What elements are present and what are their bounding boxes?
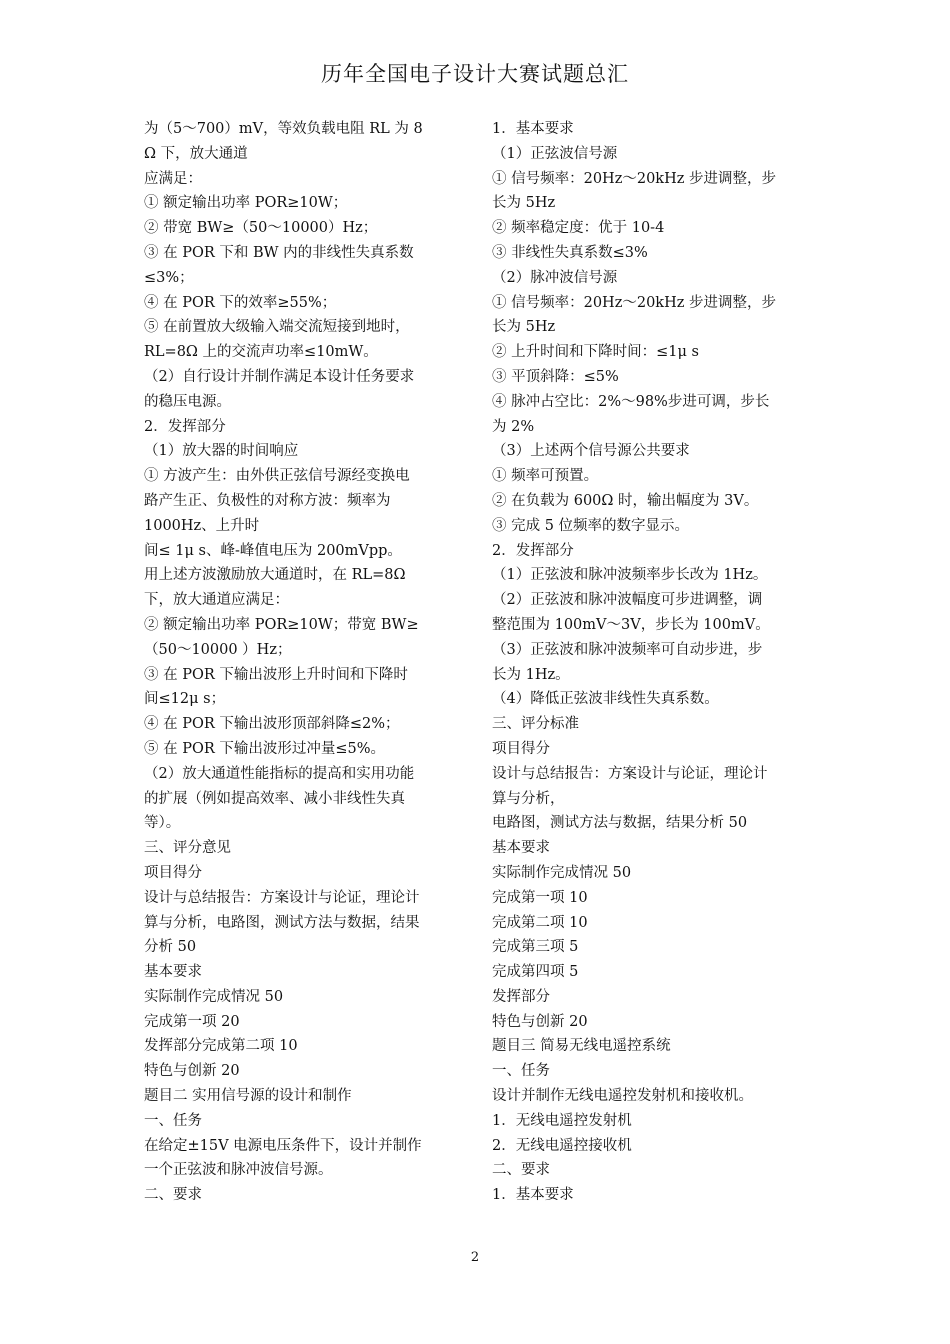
- text-line: ④ 脉冲占空比：2%～98%步进可调，步长: [492, 393, 770, 410]
- text-line: 完成第一项 10: [492, 889, 588, 906]
- text-line: （4）降低正弦波非线性失真系数。: [492, 691, 719, 708]
- text-line: ③ 在 POR 下和 BW 内的非线性失真系数: [144, 244, 414, 261]
- text-line: 二、要求: [144, 1187, 202, 1204]
- text-line: 完成第四项 5: [492, 964, 579, 981]
- text-line: 基本要求: [144, 964, 202, 981]
- text-line: RL=8Ω 上的交流声功率≤10mW。: [144, 344, 378, 361]
- text-line: 一个正弦波和脉冲波信号源。: [144, 1162, 333, 1179]
- text-line: 发挥部分: [492, 988, 550, 1005]
- text-line: ① 信号频率：20Hz～20kHz 步进调整，步: [492, 170, 776, 187]
- text-line: （1）正弦波和脉冲波频率步长改为 1Hz。: [492, 567, 768, 584]
- text-line: ① 方波产生：由外供正弦信号源经变换电: [144, 468, 410, 485]
- text-line: 基本要求: [492, 840, 550, 857]
- text-line: ② 带宽 BW≥（50～10000）Hz；: [144, 220, 378, 237]
- text-line: 二、要求: [492, 1162, 550, 1179]
- text-line: ① 频率可预置。: [492, 468, 599, 485]
- text-line: ③ 非线性失真系数≤3%: [492, 244, 648, 261]
- text-line: 的扩展（例如提高效率、减小非线性失真: [144, 790, 405, 807]
- text-line: 设计并制作无线电遥控发射机和接收机。: [492, 1088, 753, 1105]
- text-line: 一、任务: [144, 1112, 202, 1129]
- text-line: ⑤ 在前置放大级输入端交流短接到地时，: [144, 319, 410, 336]
- text-line: 间≤12μ s；: [144, 691, 226, 708]
- text-line: ② 额定输出功率 POR≥10W；带宽 BW≥: [144, 616, 419, 633]
- text-line: 设计与总结报告：方案设计与论证，理论计: [492, 765, 768, 782]
- text-line: 应满足：: [144, 170, 202, 187]
- text-line: 电路图，测试方法与数据，结果分析 50: [492, 815, 748, 832]
- text-line: 1．无线电遥控发射机: [492, 1112, 632, 1129]
- text-line: ③ 平顶斜降：≤5%: [492, 368, 619, 385]
- text-line: ① 额定输出功率 POR≥10W；: [144, 195, 348, 212]
- text-line: 特色与创新 20: [144, 1063, 240, 1080]
- text-line: （2）放大通道性能指标的提高和实用功能: [144, 765, 415, 782]
- left-text-column: [144, 117, 462, 1208]
- text-line: 间≤ 1μ s、峰-峰值电压为 200mVpp。: [144, 542, 402, 559]
- text-line: 算与分析，电路图，测试方法与数据，结果: [144, 914, 420, 931]
- text-line: （1）正弦波信号源: [492, 145, 618, 162]
- page-number: 2: [470, 1250, 480, 1265]
- text-line: 整范围为 100mV～3V，步长为 100mV。: [492, 616, 770, 633]
- page-header-title: 历年全国电子设计大赛试题总汇: [321, 62, 629, 86]
- text-line: 完成第一项 20: [144, 1013, 240, 1030]
- text-line: ③ 完成 5 位频率的数字显示。: [492, 517, 690, 534]
- text-line: ② 频率稳定度：优于 10-4: [492, 220, 665, 237]
- text-line: ③ 在 POR 下输出波形上升时间和下降时: [144, 666, 408, 683]
- text-line: 发挥部分完成第二项 10: [144, 1038, 298, 1055]
- text-line: 1000Hz、上升时: [144, 517, 260, 534]
- text-line: 在给定±15V 电源电压条件下，设计并制作: [144, 1137, 422, 1154]
- text-line: 2．发挥部分: [144, 418, 226, 435]
- text-line: ⑤ 在 POR 下输出波形过冲量≤5%。: [144, 740, 386, 757]
- text-line: ≤3%；: [144, 269, 194, 286]
- text-line: 长为 5Hz: [492, 319, 556, 336]
- text-line: 1．基本要求: [492, 1187, 574, 1204]
- text-line: 为（5～700）mV，等效负载电阻 RL 为 8: [144, 121, 423, 137]
- text-line: 等）。: [144, 815, 181, 832]
- text-line: 1．基本要求: [492, 121, 574, 137]
- text-line: ④ 在 POR 下输出波形顶部斜降≤2%；: [144, 716, 400, 733]
- text-line: 用上述方波激励放大通道时，在 RL=8Ω: [144, 567, 406, 584]
- text-line: 特色与创新 20: [492, 1013, 588, 1030]
- text-line: （1）放大器的时间响应: [144, 443, 299, 460]
- text-line: 长为 1Hz。: [492, 666, 570, 683]
- text-line: 长为 5Hz: [492, 195, 556, 212]
- text-line: 的稳压电源。: [144, 393, 231, 410]
- text-line: （2）正弦波和脉冲波幅度可步进调整，调: [492, 592, 763, 609]
- text-line: 分析 50: [144, 939, 197, 956]
- text-line: ④ 在 POR 下的效率≥55%；: [144, 294, 337, 311]
- text-line: 下，放大通道应满足：: [144, 592, 289, 609]
- text-line: 实际制作完成情况 50: [492, 864, 632, 881]
- text-line: 题目三 简易无线电遥控系统: [492, 1038, 671, 1055]
- text-line: 路产生正、负极性的对称方波：频率为: [144, 492, 391, 509]
- text-line: 三、评分意见: [144, 840, 231, 857]
- text-line: 2．发挥部分: [492, 542, 574, 559]
- text-line: 为 2%: [492, 418, 535, 435]
- text-line: ② 上升时间和下降时间：≤1μ s: [492, 344, 699, 361]
- text-line: 项目得分: [144, 864, 202, 881]
- text-line: （50～10000 ）Hz；: [144, 641, 292, 658]
- text-line: 题目二 实用信号源的设计和制作: [144, 1088, 352, 1105]
- text-line: 完成第三项 5: [492, 939, 579, 956]
- text-line: （3）正弦波和脉冲波频率可自动步进，步: [492, 641, 763, 658]
- text-line: 项目得分: [492, 740, 550, 757]
- text-line: ① 信号频率：20Hz～20kHz 步进调整，步: [492, 294, 776, 311]
- text-line: 算与分析，: [492, 790, 565, 807]
- text-line: 完成第二项 10: [492, 914, 588, 931]
- text-line: 2．无线电遥控接收机: [492, 1137, 632, 1154]
- text-line: （2）脉冲波信号源: [492, 269, 618, 286]
- text-line: 设计与总结报告：方案设计与论证，理论计: [144, 889, 420, 906]
- right-text-column: [492, 117, 810, 1208]
- text-line: 一、任务: [492, 1063, 550, 1080]
- text-line: 实际制作完成情况 50: [144, 988, 284, 1005]
- text-line: （3）上述两个信号源公共要求: [492, 443, 690, 460]
- text-line: Ω 下，放大通道: [144, 145, 248, 162]
- text-line: （2）自行设计并制作满足本设计任务要求: [144, 368, 415, 385]
- text-line: 三、评分标准: [492, 716, 579, 733]
- text-line: ② 在负载为 600Ω 时，输出幅度为 3V。: [492, 492, 759, 509]
